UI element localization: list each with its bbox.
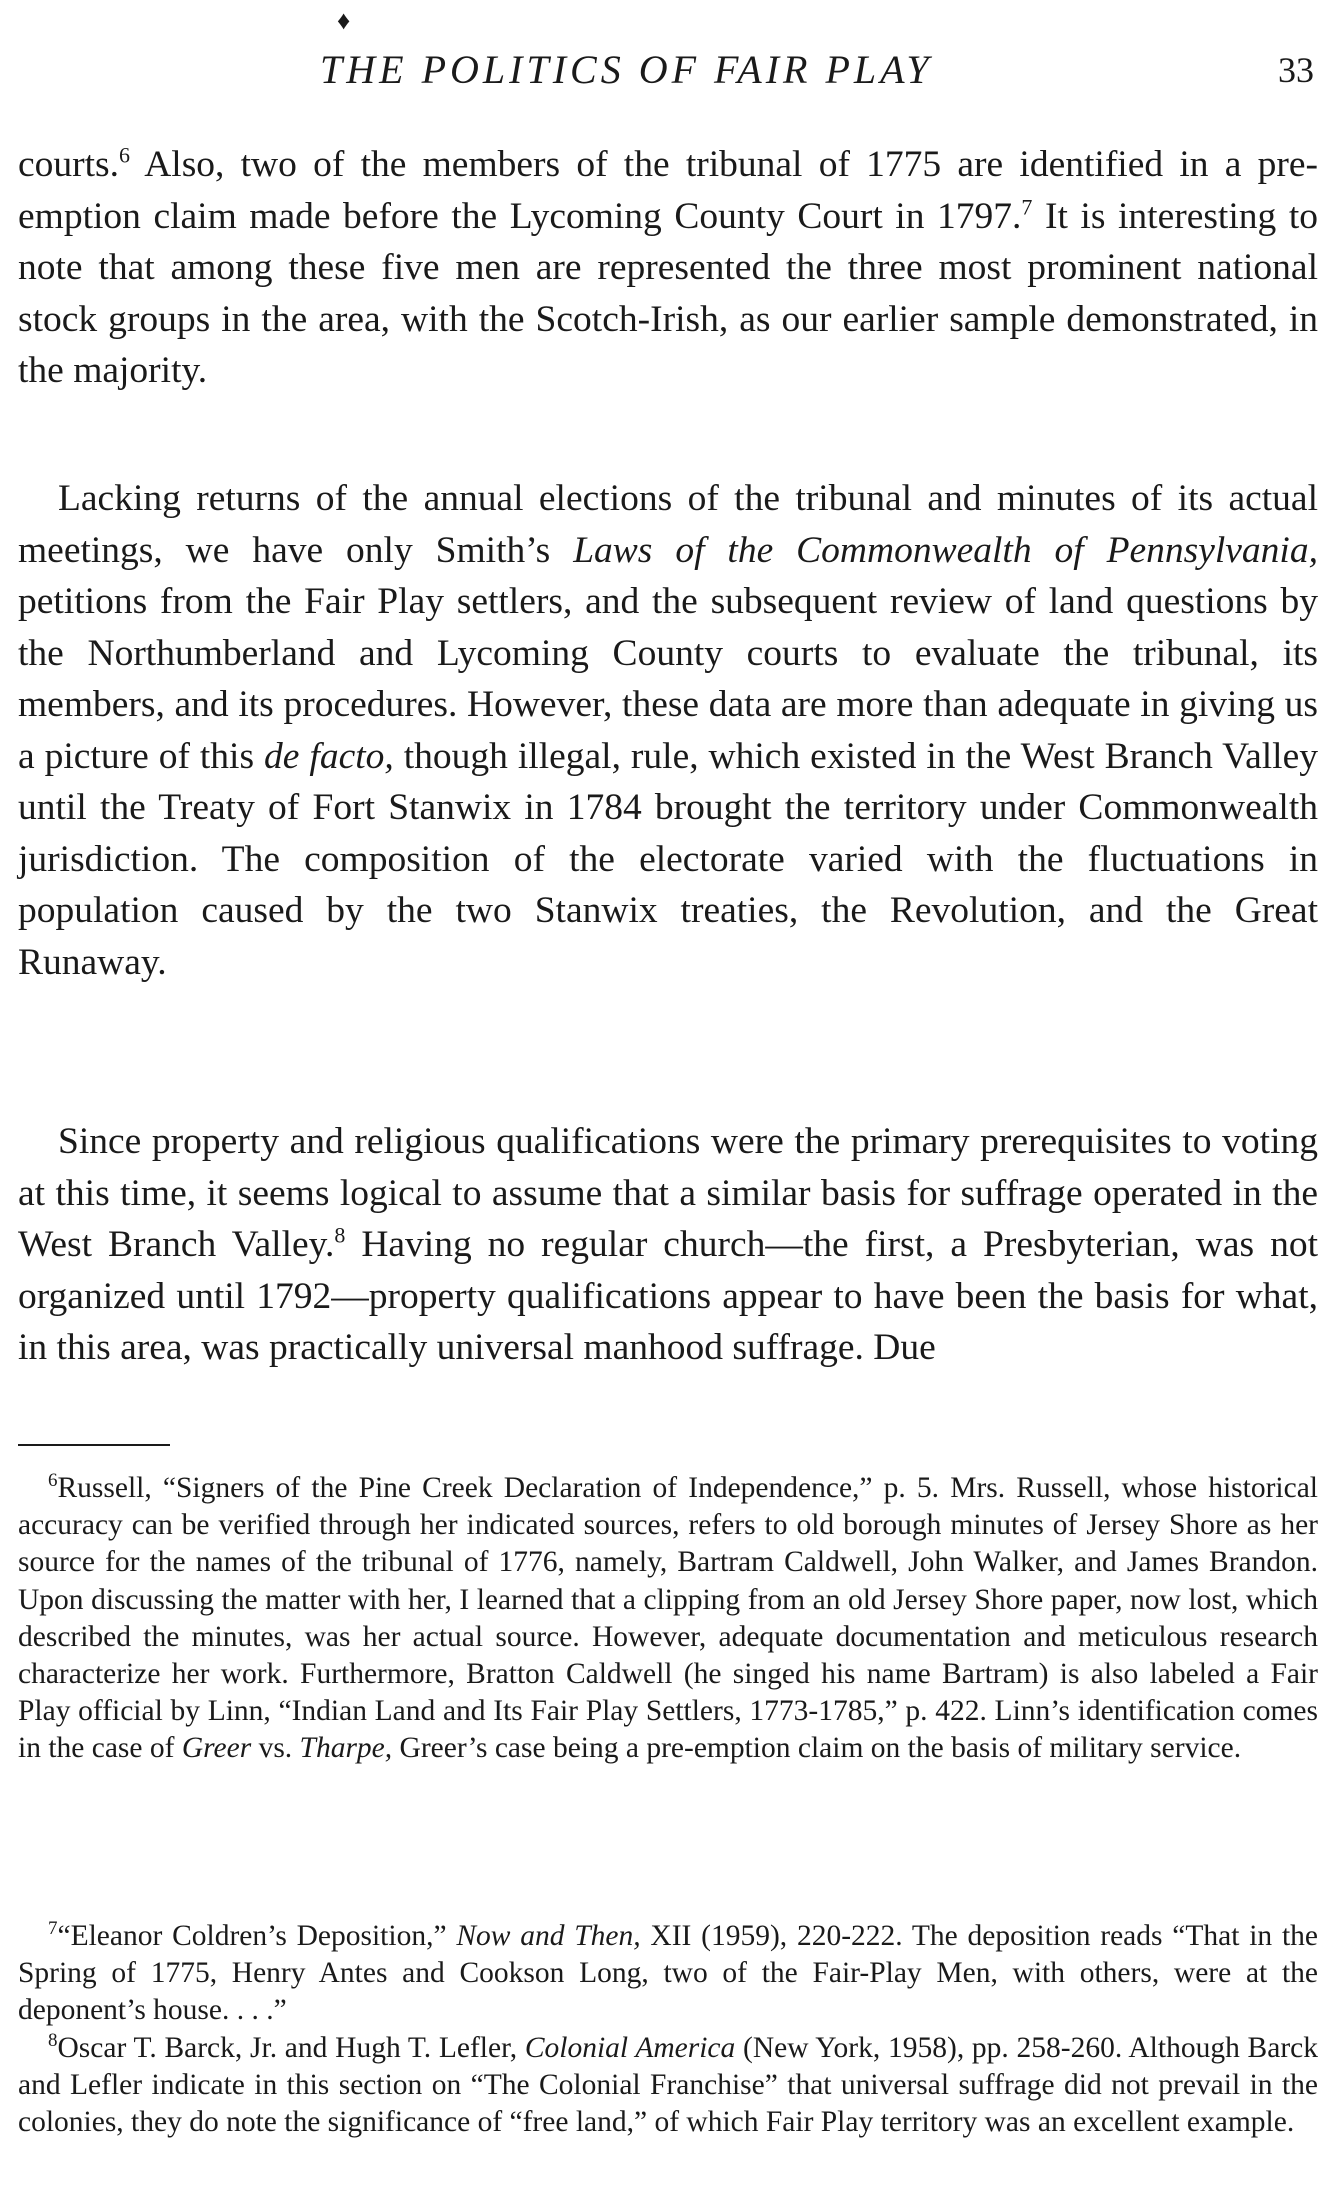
p2-text-a: Lacking returns of the annual elections of the tribunal and minutes of its actual meetings, we have only Smith’s: [18, 478, 1318, 571]
fn6-text-a: Russell, “Signers of the Pine Creek Declaration of Independence,” p. 5. Mrs. Russell, whose historical accuracy can be verified through her indicated sources, refers to old borough minutes of Jersey Shore as her source for the names of the tribunal of 1776, namely, Bartram Caldwell, John Walker, and James Brandon. Upon discussing the matter with her, I learned that a clipping from an old Jersey Shore paper, now lost, which described the minutes, was her actual source. However, adequate documentation and meticulous research characterize her work. Furthermore, Bratton Caldwell (he singed his name Bartram) is also labeled a Fair Play official by Linn, “Indian Land and Its Fair Play Settlers, 1773-1785,” p. 422. Linn’s identification comes in the case of: [18, 1472, 1318, 1765]
p2-book-title: Laws of the Commonwealth of Pennsylvania,: [573, 529, 1318, 571]
p1-text-a: courts.: [18, 144, 120, 185]
p2-text-b: petitions from the Fair Play settlers, and the subsequent review of land questions by the Northumberland and Lycoming County courts to evaluate the tribunal, its members, and its procedures. However, these data are more than adequate in giving us a picture of this: [18, 581, 1318, 777]
fn6-case-party-a: Greer: [181, 1732, 252, 1765]
footnote-ref-6: 6: [119, 142, 131, 168]
fn6-case-party-b: Tharpe,: [299, 1732, 393, 1765]
page-number: 33: [1278, 50, 1314, 90]
running-title: THE POLITICS OF FAIR PLAY: [320, 47, 933, 92]
fn6-text-c: Greer’s case being a pre-emption claim on the basis of military service.: [392, 1732, 1242, 1765]
footnote-7: [18, 1918, 1318, 2030]
fn7-journal-title: Now and Then,: [456, 1920, 641, 1952]
p2-latin-term: de facto,: [264, 735, 394, 777]
footnote-6: [18, 1470, 1318, 1768]
footnote-ref-7: 7: [1021, 194, 1033, 219]
fn6-text-b: vs.: [251, 1732, 300, 1765]
p2-text-c: though illegal, rule, which existed in the West Branch Valley until the Treaty of Fort Stanwix in 1784 brought the territory under Commonwealth jurisdiction. The composition of the electorate varied with the fluctuations in population caused by the two Stanwix treaties, the Revolution, and the Great Runaway.: [18, 735, 1318, 983]
footnote-7-number: 7: [48, 1918, 58, 1940]
footnote-ref-8: 8: [334, 1222, 346, 1248]
p3-text-b: Having no regular church—the first, a Presbyterian, was not organized until 1792—property qualifications appear to have been the basis for what, in this area, was practically universal manhood suffrage. Due: [18, 1224, 1318, 1368]
p1-text-b: Also, two of the members of the tribunal of 1775 are identified in a pre-emption claim made before the Lycoming County Court in 1797.: [18, 144, 1318, 237]
footnote-8-number: 8: [48, 2030, 58, 2052]
paragraph-1: [18, 139, 1318, 397]
fn8-text-a: Oscar T. Barck, Jr. and Hugh T. Lefler,: [57, 2032, 525, 2064]
printer-mark: ♦: [337, 6, 351, 35]
fn7-text-a: “Eleanor Coldren’s Deposition,”: [57, 1920, 457, 1952]
p3-text-a: Since property and religious qualifications were the primary prerequisites to voting at this time, it seems logical to assume that a similar basis for suffrage operated in the West Branch Valley.: [18, 1121, 1318, 1265]
footnote-8: [18, 2030, 1318, 2142]
p1-text-c: It is interesting to note that among these five men are represented the three most prominent national stock groups in the area, with the Scotch-Irish, as our earlier sample demonstrated, in the majority.: [18, 195, 1318, 391]
fn7-text-b: XII (1959), 220-222. The deposition reads “That in the Spring of 1775, Henry Antes and Cookson Long, two of the Fair-Play Men, with others, were at the deponent’s house. . . .”: [18, 1920, 1318, 2027]
fn8-book-title: Colonial America: [524, 2032, 736, 2064]
paragraph-2: [18, 473, 1318, 988]
fn8-text-b: (New York, 1958), pp. 258-260. Although Barck and Lefler indicate in this section on “The Colonial Franchise” that universal suffrage did not prevail in the colonies, they do note the significance of “free land,” of which Fair Play territory was an excellent example.: [18, 2032, 1318, 2139]
paragraph-3: [18, 1116, 1318, 1374]
footnote-divider: [18, 1444, 170, 1446]
footnote-6-number: 6: [48, 1470, 58, 1492]
